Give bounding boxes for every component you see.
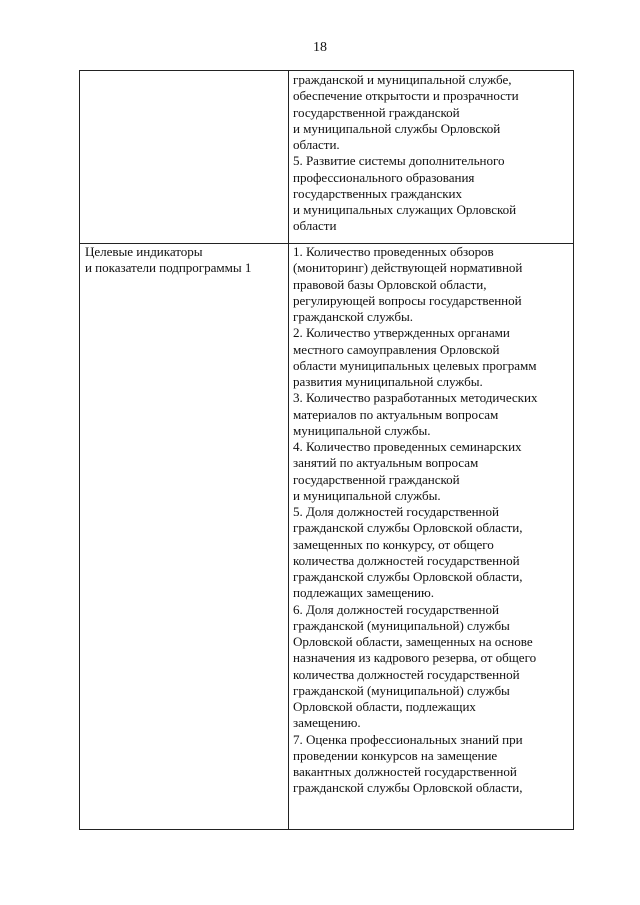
cell-text-line: муниципальной службы. <box>293 422 431 438</box>
cell-text-line: материалов по актуальным вопросам <box>293 406 499 422</box>
cell-text-line: профессионального образования <box>293 169 475 185</box>
cell-text-line: государственных гражданских <box>293 185 463 201</box>
cell-text-line: вакантных должностей государственной <box>293 764 517 779</box>
cell-text-line: и показатели подпрограммы 1 <box>85 260 252 276</box>
cell-text-line: гражданской службы Орловской области, <box>293 569 523 584</box>
cell-text-line: замещенных по конкурсу, от общего <box>293 536 494 552</box>
program-passport-table <box>79 70 574 830</box>
cell-text-line: 5. Развитие системы дополнительного <box>293 153 505 169</box>
cell-text-line: гражданской службы. <box>293 309 413 324</box>
cell-text-line: 2. Количество утвержденных органами <box>293 325 510 341</box>
cell-text-line: 4. Количество проведенных семинарских <box>293 439 522 454</box>
cell-text-line: и муниципальной службы. <box>293 487 441 503</box>
cell-text-line: области <box>293 218 337 234</box>
cell-text-line: области. <box>293 137 340 152</box>
cell-text-line: государственной гражданской <box>293 104 460 120</box>
cell-text-line: обеспечение открытости и прозрачности <box>293 88 519 104</box>
cell-text-line: гражданской (муниципальной) службы <box>293 682 510 698</box>
cell-text-line: количества должностей государственной <box>293 552 520 568</box>
cell-text-line: развития муниципальной службы. <box>293 374 483 389</box>
cell-text-line: гражданской и муниципальной службе, <box>293 72 512 87</box>
cell-text-line: 5. Доля должностей государственной <box>293 504 499 519</box>
cell-text-line: Орловской области, замещенных на основе <box>293 634 533 649</box>
cell-text-line: (мониторинг) действующей нормативной <box>293 260 523 276</box>
column-divider <box>288 71 289 829</box>
cell-text-line: и муниципальных служащих Орловской <box>293 202 517 217</box>
cell-text-line: Орловской области, подлежащих <box>293 699 476 714</box>
cell-text-line: 7. Оценка профессиональных знаний при <box>293 731 523 747</box>
goals-continuation-cell <box>293 72 519 235</box>
cell-text-line: количества должностей государственной <box>293 666 520 682</box>
cell-text-line: проведении конкурсов на замещение <box>293 747 498 763</box>
cell-text-line: 6. Доля должностей государственной <box>293 601 499 617</box>
cell-text-line: 1. Количество проведенных обзоров <box>293 244 494 259</box>
cell-text-line: области муниципальных целевых программ <box>293 357 537 373</box>
cell-text-line: назначения из кадрового резерва, от общего <box>293 650 537 666</box>
indicators-label-cell <box>85 244 251 277</box>
cell-text-line: и муниципальной службы Орловской <box>293 120 501 136</box>
cell-text-line: 3. Количество разработанных методических <box>293 390 538 406</box>
cell-text-line: государственной гражданской <box>293 471 460 487</box>
page-number: 18 <box>313 40 327 55</box>
cell-text-line: гражданской (муниципальной) службы <box>293 617 510 633</box>
cell-text-line: местного самоуправления Орловской <box>293 341 500 357</box>
cell-text-line: гражданской службы Орловской области, <box>293 780 523 796</box>
cell-text-line: подлежащих замещению. <box>293 585 434 601</box>
cell-text-line: правовой базы Орловской области, <box>293 276 487 292</box>
cell-text-line: замещению. <box>293 715 361 731</box>
cell-text-line: Целевые индикаторы <box>85 244 203 259</box>
cell-text-line: гражданской службы Орловской области, <box>293 520 523 536</box>
cell-text-line: регулирующей вопросы государственной <box>293 292 522 308</box>
cell-text-line: занятий по актуальным вопросам <box>293 455 479 471</box>
indicators-list-cell <box>293 244 537 797</box>
